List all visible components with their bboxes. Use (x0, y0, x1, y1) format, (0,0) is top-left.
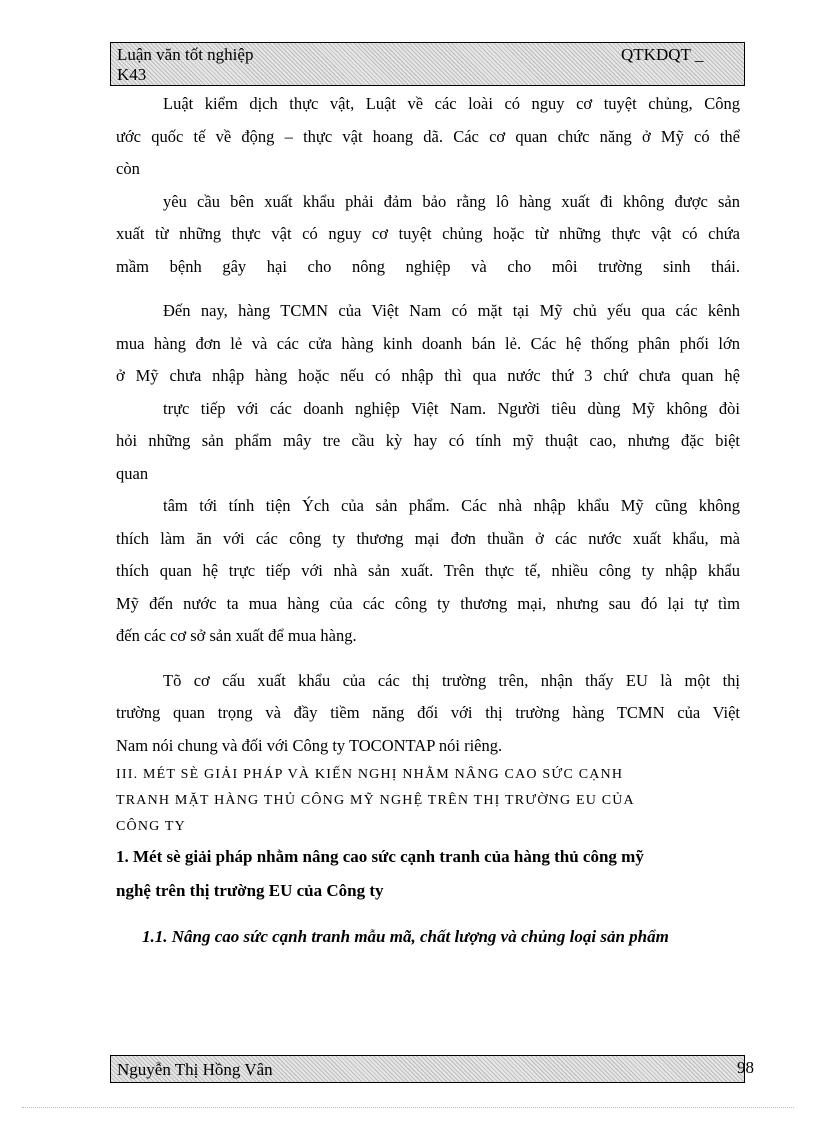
header-class-code: K43 (117, 65, 147, 84)
text-line: trường quan trọng và đầy tiềm năng đối với thị trường hàng TCMN của Việt (116, 703, 740, 722)
text-line: quan (116, 463, 149, 483)
text-line: tâm tới tính tiện Ých của sản phẩm. Các nhà nhập khẩu Mỹ cũng không (163, 496, 740, 515)
header-thesis-title: Luận văn tốt nghiệp (117, 45, 254, 64)
section-heading-line: III. MÉT SÈ GIẢI PHÁP VÀ KIẾN NGHỊ NHẰM NÂNG CAO SỨC CẠNH (116, 767, 624, 782)
text-line: đến các cơ sở sản xuất để mua hàng. (116, 626, 357, 645)
text-line: Đến nay, hàng TCMN của Việt Nam có mặt tại Mỹ chủ yếu qua các kênh (163, 301, 740, 320)
text-line: Nam nói chung và đối với Công ty TOCONTAP nói riêng. (116, 735, 503, 755)
text-line: trực tiếp với các doanh nghiệp Việt Nam. Người tiêu dùng Mỹ không đòi (163, 398, 740, 418)
text-line: Luật kiểm dịch thực vật, Luật về các loài có nguy cơ tuyệt chủng, Công (163, 94, 740, 113)
text-line: thích làm ăn với các công ty thương mại đơn thuần ở các nước xuất khẩu, mà (116, 528, 740, 548)
header-course-code: QTKDQT _ (621, 45, 704, 64)
subsection-heading-line: nghệ trên thị trường EU của Công ty (116, 881, 384, 900)
section-heading-line: TRANH MẶT HÀNG THỦ CÔNG MỸ NGHỆ TRÊN THỊ TRƯỜNG EU CỦA (116, 793, 635, 808)
text-line: hỏi những sản phẩm mây tre cầu kỳ hay có tính mỹ thuật cao, nhưng đặc biệt (116, 431, 740, 450)
text-line: còn (116, 159, 140, 178)
text-line: mua hàng đơn lẻ và các cửa hàng kinh doanh bán lẻ. Các hệ thống phân phối lớn (116, 333, 740, 353)
text-line: ở Mỹ chưa nhập hàng hoặc nếu có nhập thì qua nước thứ 3 chứ chưa quan hệ (116, 366, 740, 385)
subsection-heading-line: 1. Mét sè giải pháp nhằm nâng cao sức cạnh tranh của hàng thủ công mỹ (116, 847, 644, 866)
text-line: yêu cầu bên xuất khẩu phải đảm bảo rằng lô hàng xuất đi không được sản (163, 191, 740, 211)
text-line: Tõ cơ cấu xuất khẩu của các thị trường trên, nhận thấy EU là một thị (163, 670, 740, 690)
page-number: 98 (737, 1058, 754, 1077)
text-line: thích quan hệ trực tiếp với nhà sản xuất. Trên thực tế, nhiều công ty nhập khẩu (116, 561, 740, 580)
page-footer (110, 1055, 745, 1083)
section-heading-line: CÔNG TY (116, 819, 186, 834)
page-bottom-divider (22, 1107, 794, 1108)
text-line: ước quốc tế về động – thực vật hoang dã. Các cơ quan chức năng ở Mỹ có thể (116, 126, 740, 146)
footer-author: Nguyễn Thị Hồng Vân (117, 1060, 273, 1079)
page-header (110, 42, 745, 86)
text-line: Mỹ đến nước ta mua hàng của các công ty thương mại, nhưng sau đó lại tự tìm (116, 593, 740, 613)
document-body (116, 88, 740, 954)
text-line: mầm bệnh gây hại cho nông nghiệp và cho môi trường sinh thái. (116, 256, 740, 276)
subsubsection-heading: 1.1. Nâng cao sức cạnh tranh mẫu mã, chất lượng và chủng loại sản phẩm (142, 927, 669, 946)
text-line: xuất từ những thực vật có nguy cơ tuyệt chủng hoặc từ những thực vật có chứa (116, 224, 740, 243)
